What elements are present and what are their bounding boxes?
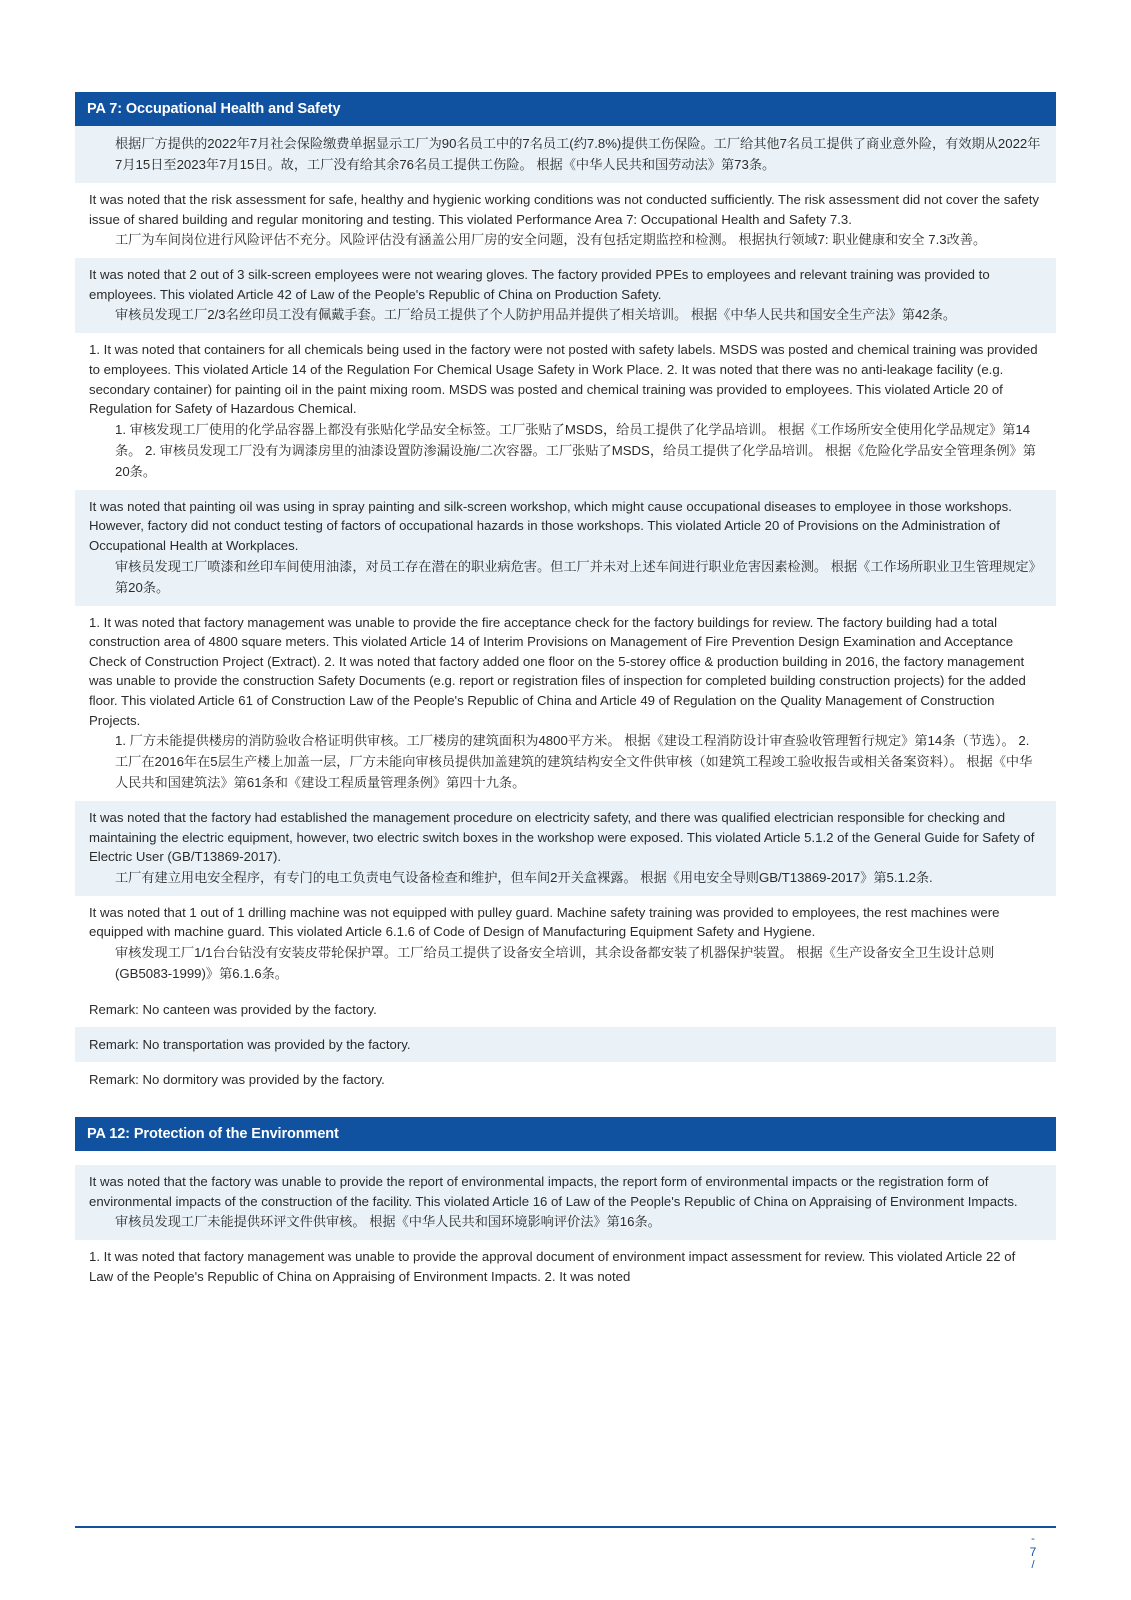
section-gap <box>75 1151 1056 1165</box>
finding-text-cn: 审核员发现工厂未能提供环评文件供审核。 根据《中华人民共和国环境影响评价法》第16条。 <box>115 1214 661 1230</box>
finding-text-cn: 审核员发现工厂喷漆和丝印车间使用油漆，对员工存在潜在的职业病危害。但工厂并未对上述车间进行职业危害因素检测。 根据《工作场所职业卫生管理规定》第20条。 <box>115 558 1042 595</box>
finding-text-en: It was noted that the factory was unable to provide the report of environmental impacts, the report form of environmental impacts or the registration form of environmental impacts of the construction of the facility. This violated Article 16 of Law of the People's Republic of China on Appraising of Environment Impacts. <box>89 1174 1018 1209</box>
finding-block <box>75 1165 1056 1240</box>
finding-block <box>75 1240 1056 1294</box>
finding-text-en: It was noted that the factory had established the management procedure on electricity safety, and there was qualified electrician responsible for checking and maintaining the electric equipment, however, two electric switch boxes in the workshop were exposed. This violated Article 5.1.2 of the General Guide for Safety of Electric User (GB/T13869-2017). <box>89 810 1035 865</box>
finding-block <box>75 258 1056 333</box>
finding-text-en: It was noted that 1 out of 1 drilling machine was not equipped with pulley guard. Machine safety training was provided to employees, the rest machines were equipped with machine guard. This violated Article 6.1.6 of Code of Design of Manufacturing Equipment Safety and Hygiene. <box>89 904 1000 940</box>
finding-text-en: It was noted that the risk assessment for safe, healthy and hygienic working conditions was not conducted sufficiently. The risk assessment did not cover the safety issue of shared building and regular monitoring and testing. This violated Performance Area 7: Occupational Health and Safety 7.3. <box>89 192 1039 227</box>
page-number-prefix: - <box>1031 1533 1035 1545</box>
finding-text-cn: 审核员发现工厂2/3名丝印员工没有佩戴手套。工厂给员工提供了个人防护用品并提供了相关培训。 根据《中华人民共和国安全生产法》第42条。 <box>115 307 957 323</box>
footer-divider <box>75 1526 1056 1528</box>
finding-text-cn: 1. 厂方未能提供楼房的消防验收合格证明供审核。工厂楼房的建筑面积为4800平方米。 根据《建设工程消防设计审查验收管理暂行规定》第14条（节选）。 2. 工厂在2016年在5层生产楼上加盖一层，厂方未能向审核员提供加盖建筑的建筑结构安全文件供审核（如建筑工程竣工验收报告或相关备案资料）。 根据《中华人民共和国建筑法》第61条和《建设工程质量管理条例》第四十九条。 <box>115 733 1033 791</box>
finding-text-cn: 1. 审核发现工厂使用的化学品容器上都没有张贴化学品安全标签。工厂张贴了MSDS，给员工提供了化学品培训。 根据《工作场所安全使用化学品规定》第14条。 2. 审核员发现工厂没有为调漆房里的油漆设置防渗漏设施/二次容器。工厂张贴了MSDS，给员工提供了化学品培训。 根据《危险化学品安全管理条例》第20条。 <box>115 421 1036 479</box>
page-number-value: 7 <box>1029 1545 1037 1559</box>
finding-block <box>75 606 1056 802</box>
remark-row <box>75 1027 1056 1062</box>
finding-block <box>75 490 1056 606</box>
remark-row <box>75 992 1056 1027</box>
finding-block <box>75 896 1056 992</box>
section-header-pa12: PA 12: Protection of the Environment <box>75 1117 1056 1151</box>
finding-text-en: 1. It was noted that containers for all chemicals being used in the factory were not posted with safety labels. MSDS was posted and chemical training was provided to employees. This violated Article 14 of the Regulation For Chemical Usage Safety in Work Place. 2. It was noted that there was no anti-leakage facility (e.g. secondary container) for painting oil in the paint mixing room. MSDS was posted and chemical training was provided to employees. This violated Article 20 of Regulation for Safety of Hazardous Chemical. <box>89 342 1038 417</box>
finding-text-cn: 根据厂方提供的2022年7月社会保险缴费单据显示工厂为90名员工中的7名员工(约7.8%)提供工伤保险。工厂给其他7名员工提供了商业意外险，有效期从2022年7月15日至2023年7月15日。故，工厂没有给其余76名员工提供工伤险。 根据《中华人民共和国劳动法》第73条。 <box>115 136 1041 172</box>
finding-block <box>75 183 1056 258</box>
remark-text: Remark: No transportation was provided by the factory. <box>89 1037 411 1053</box>
finding-block <box>75 126 1056 183</box>
page-number <box>1013 1533 1053 1572</box>
finding-block <box>75 801 1056 896</box>
section-gap <box>75 1097 1056 1117</box>
finding-text-en: It was noted that 2 out of 3 silk-screen employees were not wearing gloves. The factory provided PPEs to employees and relevant training was provided to employees. This violated Article 42 of Law of the People's Republic of China on Production Safety. <box>89 267 990 302</box>
finding-text-en: 1. It was noted that factory management was unable to provide the approval document of environment impact assessment for review. This violated Article 22 of Law of the People's Republic of China on Appraising of Environment Impacts. 2. It was noted <box>89 1249 1016 1284</box>
finding-text-en: It was noted that painting oil was using in spray painting and silk-screen workshop, which might cause occupational diseases to employee in those workshops. However, factory did not conduct testing of factors of occupational hazards in those workshops. This violated Article 20 of Provisions on the Administration of Occupational Health at Workplaces. <box>89 498 1012 553</box>
remark-text: Remark: No canteen was provided by the factory. <box>89 1002 377 1018</box>
finding-text-cn: 工厂有建立用电安全程序，有专门的电工负责电气设备检查和维护，但车间2开关盒裸露。 根据《用电安全导则GB/T13869-2017》第5.1.2条. <box>115 869 933 885</box>
remark-row <box>75 1062 1056 1097</box>
section-header-pa7: PA 7: Occupational Health and Safety <box>75 92 1056 126</box>
remark-text: Remark: No dormitory was provided by the factory. <box>89 1072 385 1088</box>
finding-text-cn: 审核发现工厂1/1台台钻没有安装皮带轮保护罩。工厂给员工提供了设备安全培训，其余设备都安装了机器保护装置。 根据《生产设备安全卫生设计总则(GB5083-1999)》第6.1.6条。 <box>115 945 995 982</box>
finding-block <box>75 333 1056 489</box>
finding-text-cn: 工厂为车间岗位进行风险评估不充分。风险评估没有涵盖公用厂房的安全问题，没有包括定期监控和检测。 根据执行领域7: 职业健康和安全 7.3改善。 <box>115 232 987 248</box>
page-number-suffix: / <box>1031 1559 1035 1571</box>
finding-text-en: 1. It was noted that factory management was unable to provide the fire acceptance check for the factory buildings for review. The factory building had a total construction area of 4800 square meters. This violated Article 14 of Interim Provisions on Management of Fire Prevention Design Examination and Acceptance Check of Construction Project (Extract). 2. It was noted that factory added one floor on the 5-storey office & production building in 2016, the factory management was unable to provide the construction Safety Documents (e.g. report or registration files of inspection for completed building construction projects) for the added floor. This violated Article 61 of Construction Law of the People's Republic of China and Article 49 of Regulation on the Quality Management of Construction Projects. <box>89 614 1026 728</box>
